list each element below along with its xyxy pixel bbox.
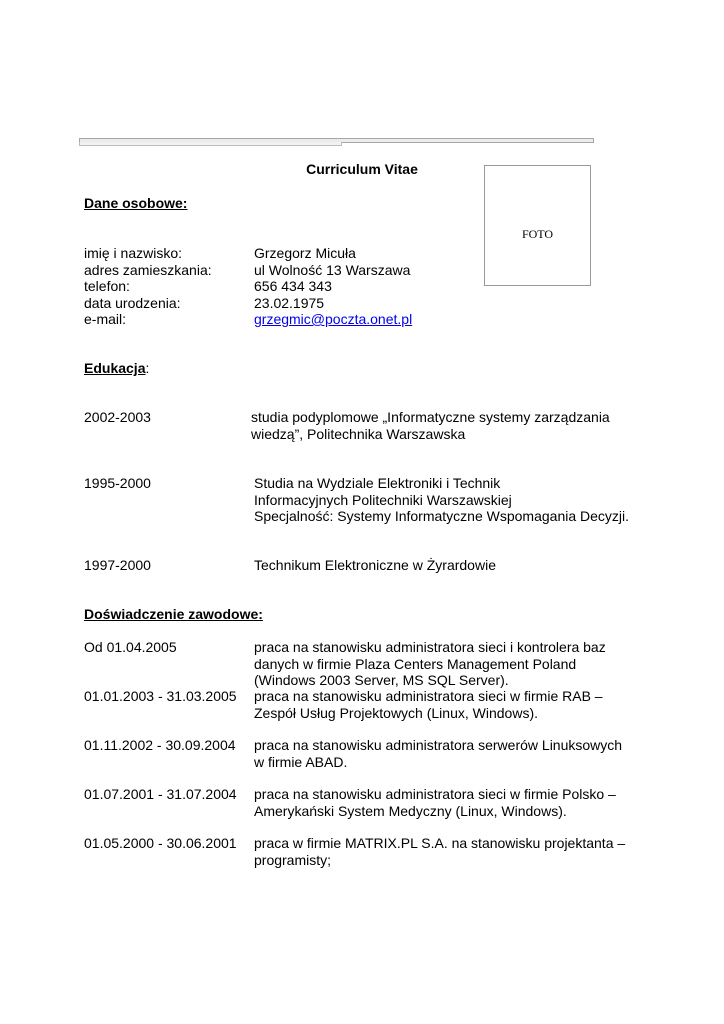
label-phone: telefon: bbox=[84, 278, 130, 294]
edu-line: studia podyplomowe „Informatyczne systemy zarządzania bbox=[251, 409, 610, 425]
edu-line: Informacyjnych Politechniki Warszawskiej bbox=[254, 491, 512, 508]
header-rule-tab bbox=[79, 142, 342, 146]
exp-line: (Windows 2003 Server, MS SQL Server). bbox=[254, 672, 509, 688]
exp-period-1: Od 01.04.2005 bbox=[84, 639, 177, 655]
value-address: ul Wolność 13 Warszawa bbox=[254, 261, 411, 278]
label-name: imię i nazwisko: bbox=[84, 245, 183, 261]
exp-line: w firmie ABAD. bbox=[254, 753, 348, 770]
education-heading-line bbox=[84, 360, 149, 376]
exp-desc-4 bbox=[254, 786, 616, 819]
exp-line: praca w firmie MATRIX.PL S.A. na stanowisku projektanta – bbox=[254, 835, 626, 851]
exp-line: praca na stanowisku administratora sieci w firmie Polsko – bbox=[254, 786, 616, 802]
edu-desc-3 bbox=[254, 557, 496, 574]
value-name: Grzegorz Micuła bbox=[254, 245, 356, 261]
exp-line: danych w firmie Plaza Centers Management Poland bbox=[254, 655, 577, 672]
email-link[interactable]: grzegmic@poczta.onet.pl bbox=[254, 311, 413, 327]
exp-line: Amerykański System Medyczny (Linux, Windows). bbox=[254, 802, 567, 819]
label-address: adres zamieszkania: bbox=[84, 261, 212, 278]
exp-period-3: 01.11.2002 - 30.09.2004 bbox=[84, 737, 236, 753]
experience-heading: Doświadczenie zawodowe: bbox=[84, 606, 263, 622]
edu-desc-2 bbox=[254, 475, 629, 525]
photo-label: FOTO bbox=[521, 227, 554, 241]
exp-desc-1 bbox=[254, 639, 606, 689]
exp-line: programisty; bbox=[254, 851, 332, 868]
edu-line: wiedzą”, Politechnika Warszawska bbox=[251, 425, 466, 442]
education-heading: Edukacja bbox=[84, 360, 146, 376]
label-birthdate: data urodzenia: bbox=[84, 294, 181, 311]
label-email: e-mail: bbox=[84, 311, 127, 327]
edu-period-2: 1995-2000 bbox=[84, 475, 151, 491]
edu-line: Studia na Wydziale Elektroniki i Technik bbox=[254, 475, 501, 491]
document-title: Curriculum Vitae bbox=[306, 161, 418, 177]
personal-labels bbox=[84, 245, 212, 328]
exp-period-2: 01.01.2003 - 31.03.2005 bbox=[84, 688, 237, 704]
exp-line: praca na stanowisku administratora sieci w firmie RAB – bbox=[254, 688, 603, 704]
edu-desc-1 bbox=[251, 409, 610, 442]
exp-line: praca na stanowisku administratora serwerów Linuksowych bbox=[254, 737, 623, 753]
value-phone: 656 434 343 bbox=[254, 278, 332, 294]
exp-desc-5 bbox=[254, 835, 625, 868]
education-heading-colon: : bbox=[145, 360, 150, 376]
exp-period-5: 01.05.2000 - 30.06.2001 bbox=[84, 835, 237, 851]
photo-placeholder bbox=[484, 165, 591, 286]
exp-line: praca na stanowisku administratora sieci i kontrolera baz bbox=[254, 639, 606, 655]
edu-period-3: 1997-2000 bbox=[84, 557, 151, 573]
edu-line: Specjalność: Systemy Informatyczne Wspomagania Decyzji. bbox=[254, 508, 630, 524]
edu-line: Technikum Elektroniczne w Żyrardowie bbox=[254, 557, 496, 573]
edu-period-1: 2002-2003 bbox=[84, 409, 151, 425]
personal-heading: Dane osobowe: bbox=[84, 195, 188, 211]
exp-desc-3 bbox=[254, 737, 622, 770]
exp-line: Zespół Usług Projektowych (Linux, Windows). bbox=[254, 704, 538, 721]
value-birthdate: 23.02.1975 bbox=[254, 294, 325, 311]
exp-period-4: 01.07.2001 - 31.07.2004 bbox=[84, 786, 237, 802]
exp-desc-2 bbox=[254, 688, 603, 721]
personal-values bbox=[254, 245, 412, 328]
